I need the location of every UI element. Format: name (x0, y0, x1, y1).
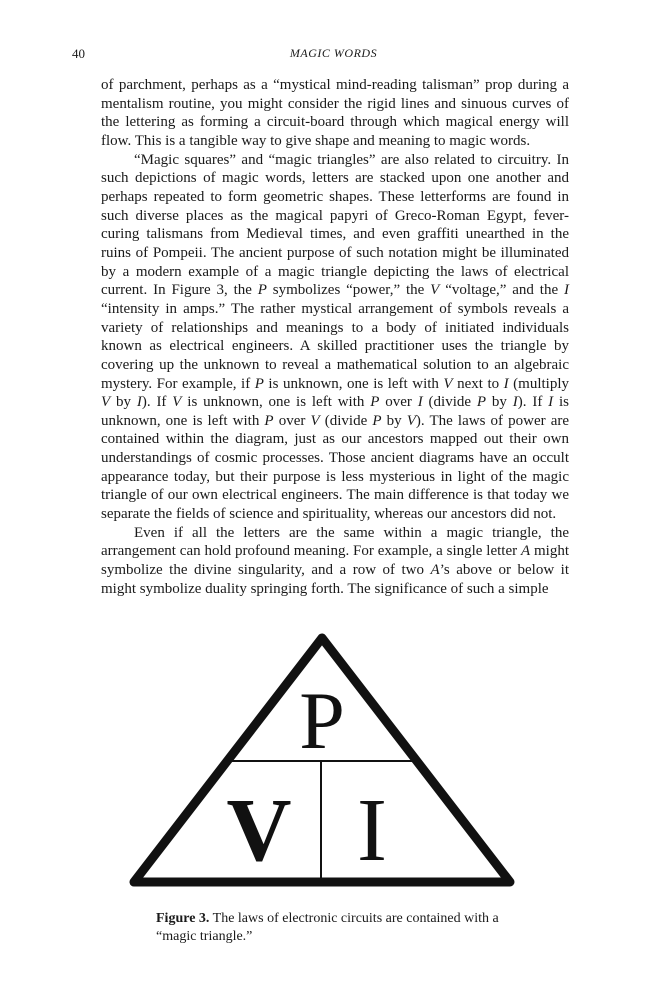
figure-caption (156, 910, 536, 945)
caption-label: Figure 3. (156, 911, 210, 926)
letter-i: I (357, 781, 387, 880)
letter-v: V (226, 781, 292, 880)
magic-triangle-diagram (126, 632, 518, 890)
body-text (101, 76, 569, 598)
paragraph-2: “Magic squares” and “magic triangles” are also related to circuitry. In such depictions of magic words, letters are stacked upon one another and perhaps repeated to form geometric shapes. These letterforms are found in such diverse places as the magical papyri of Greco-Roman Egypt, fever-curing talismans from Medieval times, and even graffiti unearthed in the ruins of Pompeii. The ancient purpose of such notation might be illuminated by a modern example of a magic triangle depicting the laws of electrical current. In Figure 3, the P symbolizes “power,” the V “voltage,” and the I “intensity in amps.” The rather mystical arrangement of symbols reveals a variety of relationships and meanings to a body of initiated individuals known as electrical engineers. A skilled practitioner uses the triangle by covering up the unknown to reveal a mathematical solution to an algebraic mystery. For example, if P is unknown, one is left with V next to I (multiply V by I). If V is unknown, one is left with P over I (divide P by I). If I is unknown, one is left with P over V (divide P by V). The laws of power are contained within the diagram, just as our ancestors mapped out their own understandings of cosmic processes. Those ancient diagrams have an occult appearance today, but their purpose is less mysterious in light of the magic triangle of our own electrical engineers. The main difference is that today we separate the fields of science and spirituality, whereas our ancestors did not. (101, 151, 570, 523)
running-head: MAGIC WORDS (289, 46, 378, 60)
caption-text: The laws of electronic circuits are contained with a “magic triangle.” (156, 911, 499, 944)
magic-triangle-figure (126, 632, 518, 890)
page-number: 40 (72, 46, 85, 61)
letter-p: P (299, 675, 345, 766)
paragraph-3: Even if all the letters are the same within a magic triangle, the arrangement can hold profound meaning. For example, a single letter A might symbolize the divine singularity, and a row of two A’s above or below it might symbolize duality springing forth. The significance of such a simple (101, 524, 569, 597)
paragraph-1: of parchment, perhaps as a “mystical mind-reading talisman” prop during a mentalism routine, you might consider the rigid lines and sinuous curves of the lettering as forming a circuit-board through which magical energy will flow. This is a tangible way to give shape and meaning to magic words. (101, 77, 569, 149)
